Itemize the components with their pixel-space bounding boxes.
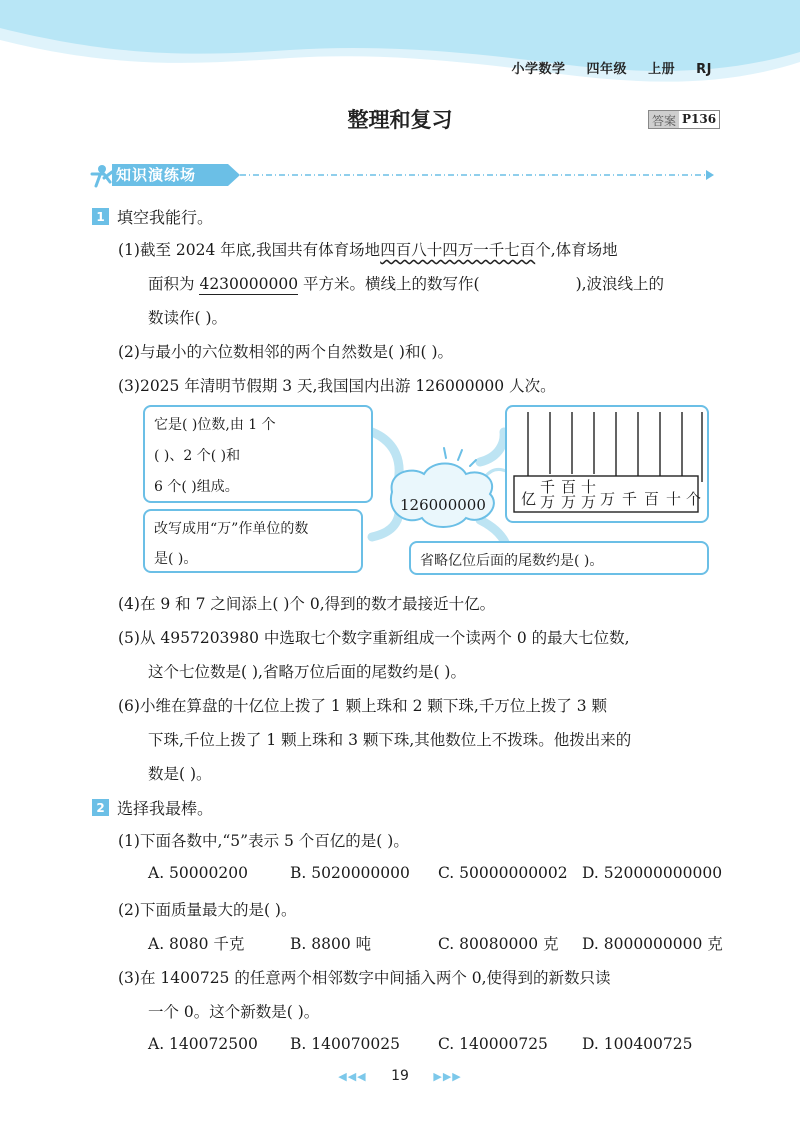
page-number: 19 — [391, 1068, 409, 1084]
place-label: 万 — [600, 490, 616, 508]
question-title: 填空我能行。 — [117, 208, 214, 227]
text-segment: (1)截至 2024 年底,我国共有体育场地 — [118, 241, 381, 259]
q2-1-line: (1)下面各数中,“5”表示 5 个百亿的是( )。 — [118, 832, 409, 850]
place-label: 千 — [622, 490, 638, 508]
question-number: 1 — [92, 208, 109, 225]
place-label: 百 — [644, 490, 660, 508]
diagram-box-wan-line-1: 改写成用“万”作单位的数 — [154, 521, 309, 537]
q1-6-line-2: 下珠,千位上拨了 1 颗上珠和 3 颗下珠,其他数位上不拨珠。他拨出来的 — [148, 731, 632, 749]
q2-3-option-c[interactable]: C. 140000725 — [438, 1035, 548, 1053]
edition-label: RJ — [696, 62, 712, 77]
page-title: 整理和复习 — [347, 108, 453, 132]
answer-reference — [648, 110, 720, 129]
q2-3-line-1: (3)在 1400725 的任意两个相邻数字中间插入两个 0,使得到的新数只读 — [118, 969, 611, 987]
answer-page: P136 — [679, 111, 719, 128]
text-segment: 面积为 — [148, 275, 195, 293]
q2-2-option-d[interactable]: D. 8000000000 克 — [582, 935, 723, 953]
q2-3-option-d[interactable]: D. 100400725 — [582, 1035, 693, 1053]
text-segment: 平方米。横线上的数写作( — [303, 275, 480, 293]
question-2-heading — [92, 796, 213, 819]
right-arrows-icon: ▶▶▶ — [433, 1070, 462, 1083]
q1-4-line: (4)在 9 和 7 之间添上( )个 0,得到的数才最接近十亿。 — [118, 595, 496, 613]
place-label: 十 — [666, 490, 682, 508]
text-segment: 个,体育场地 — [535, 241, 618, 259]
q2-1-option-a[interactable]: A. 50000200 — [148, 864, 248, 882]
subject-label: 小学数学 — [511, 62, 566, 77]
diagram-box-approx: 省略亿位后面的尾数约是( )。 — [420, 553, 604, 569]
q1-6-line-3: 数是( )。 — [148, 765, 212, 783]
place-label: 十万 — [581, 478, 597, 511]
q2-3-option-a[interactable]: A. 140072500 — [148, 1035, 258, 1053]
q2-3-line-2: 一个 0。这个新数是( )。 — [148, 1003, 320, 1021]
diagram-box-digits-line-1: 它是( )位数,由 1 个 — [154, 417, 276, 433]
diagram-box-digits-line-2: ( )、2 个( )和 — [154, 448, 241, 464]
place-label: 个 — [686, 490, 702, 508]
q2-1-option-b[interactable]: B. 5020000000 — [290, 864, 410, 882]
q1-1-line-1 — [118, 238, 618, 260]
q2-3-option-b[interactable]: B. 140070025 — [290, 1035, 400, 1053]
place-label: 百万 — [561, 478, 577, 511]
q2-2-option-c[interactable]: C. 80080000 克 — [438, 935, 559, 953]
q2-2-line: (2)下面质量最大的是( )。 — [118, 901, 297, 919]
q1-3-line: (3)2025 年清明节假期 3 天,我国国内出游 126000000 人次。 — [118, 377, 556, 395]
left-arrows-icon: ◀◀◀ — [338, 1070, 367, 1083]
straight-underlined-number: 4230000000 — [199, 275, 299, 293]
page-footer — [0, 1068, 800, 1084]
q2-1-option-d[interactable]: D. 520000000000 — [582, 864, 723, 882]
q1-1-line-2 — [148, 272, 664, 294]
question-title: 选择我最棒。 — [117, 799, 214, 818]
q1-2-line: (2)与最小的六位数相邻的两个自然数是( )和( )。 — [118, 343, 453, 361]
text-segment: ),波浪线上的 — [575, 275, 665, 293]
section-title: 知识演练场 — [116, 166, 197, 184]
header-wave-decoration — [0, 0, 800, 95]
question-1-heading — [92, 205, 213, 228]
place-label: 千万 — [540, 478, 556, 511]
q2-2-option-b[interactable]: B. 8800 吨 — [290, 935, 372, 953]
volume-label: 上册 — [648, 62, 676, 77]
wavy-underlined-number: 四百八十四万一千七百 — [380, 241, 536, 259]
place-label: 亿 — [521, 490, 537, 508]
diagram-box-wan-line-2: 是( )。 — [154, 551, 198, 567]
answer-label: 答案 — [649, 111, 679, 128]
q1-5-line-1: (5)从 4957203980 中选取七个数字重新组成一个读两个 0 的最大七位数, — [118, 629, 630, 647]
q2-2-option-a[interactable]: A. 8080 千克 — [148, 935, 245, 953]
q1-6-line-1: (6)小维在算盘的十亿位上拨了 1 颗上珠和 2 颗下珠,千万位上拨了 3 颗 — [118, 697, 608, 715]
diagram-center-number: 126000000 — [400, 496, 486, 514]
q1-1-line-3: 数读作( )。 — [148, 309, 228, 327]
q2-1-option-c[interactable]: C. 50000000002 — [438, 864, 568, 882]
q1-5-line-2: 这个七位数是( ),省略万位后面的尾数约是( )。 — [148, 663, 466, 681]
question-number: 2 — [92, 799, 109, 816]
book-info — [496, 58, 713, 77]
diagram-box-digits-line-3: 6 个( )组成。 — [154, 479, 239, 495]
running-figure-icon — [92, 165, 112, 186]
grade-label: 四年级 — [586, 62, 628, 77]
